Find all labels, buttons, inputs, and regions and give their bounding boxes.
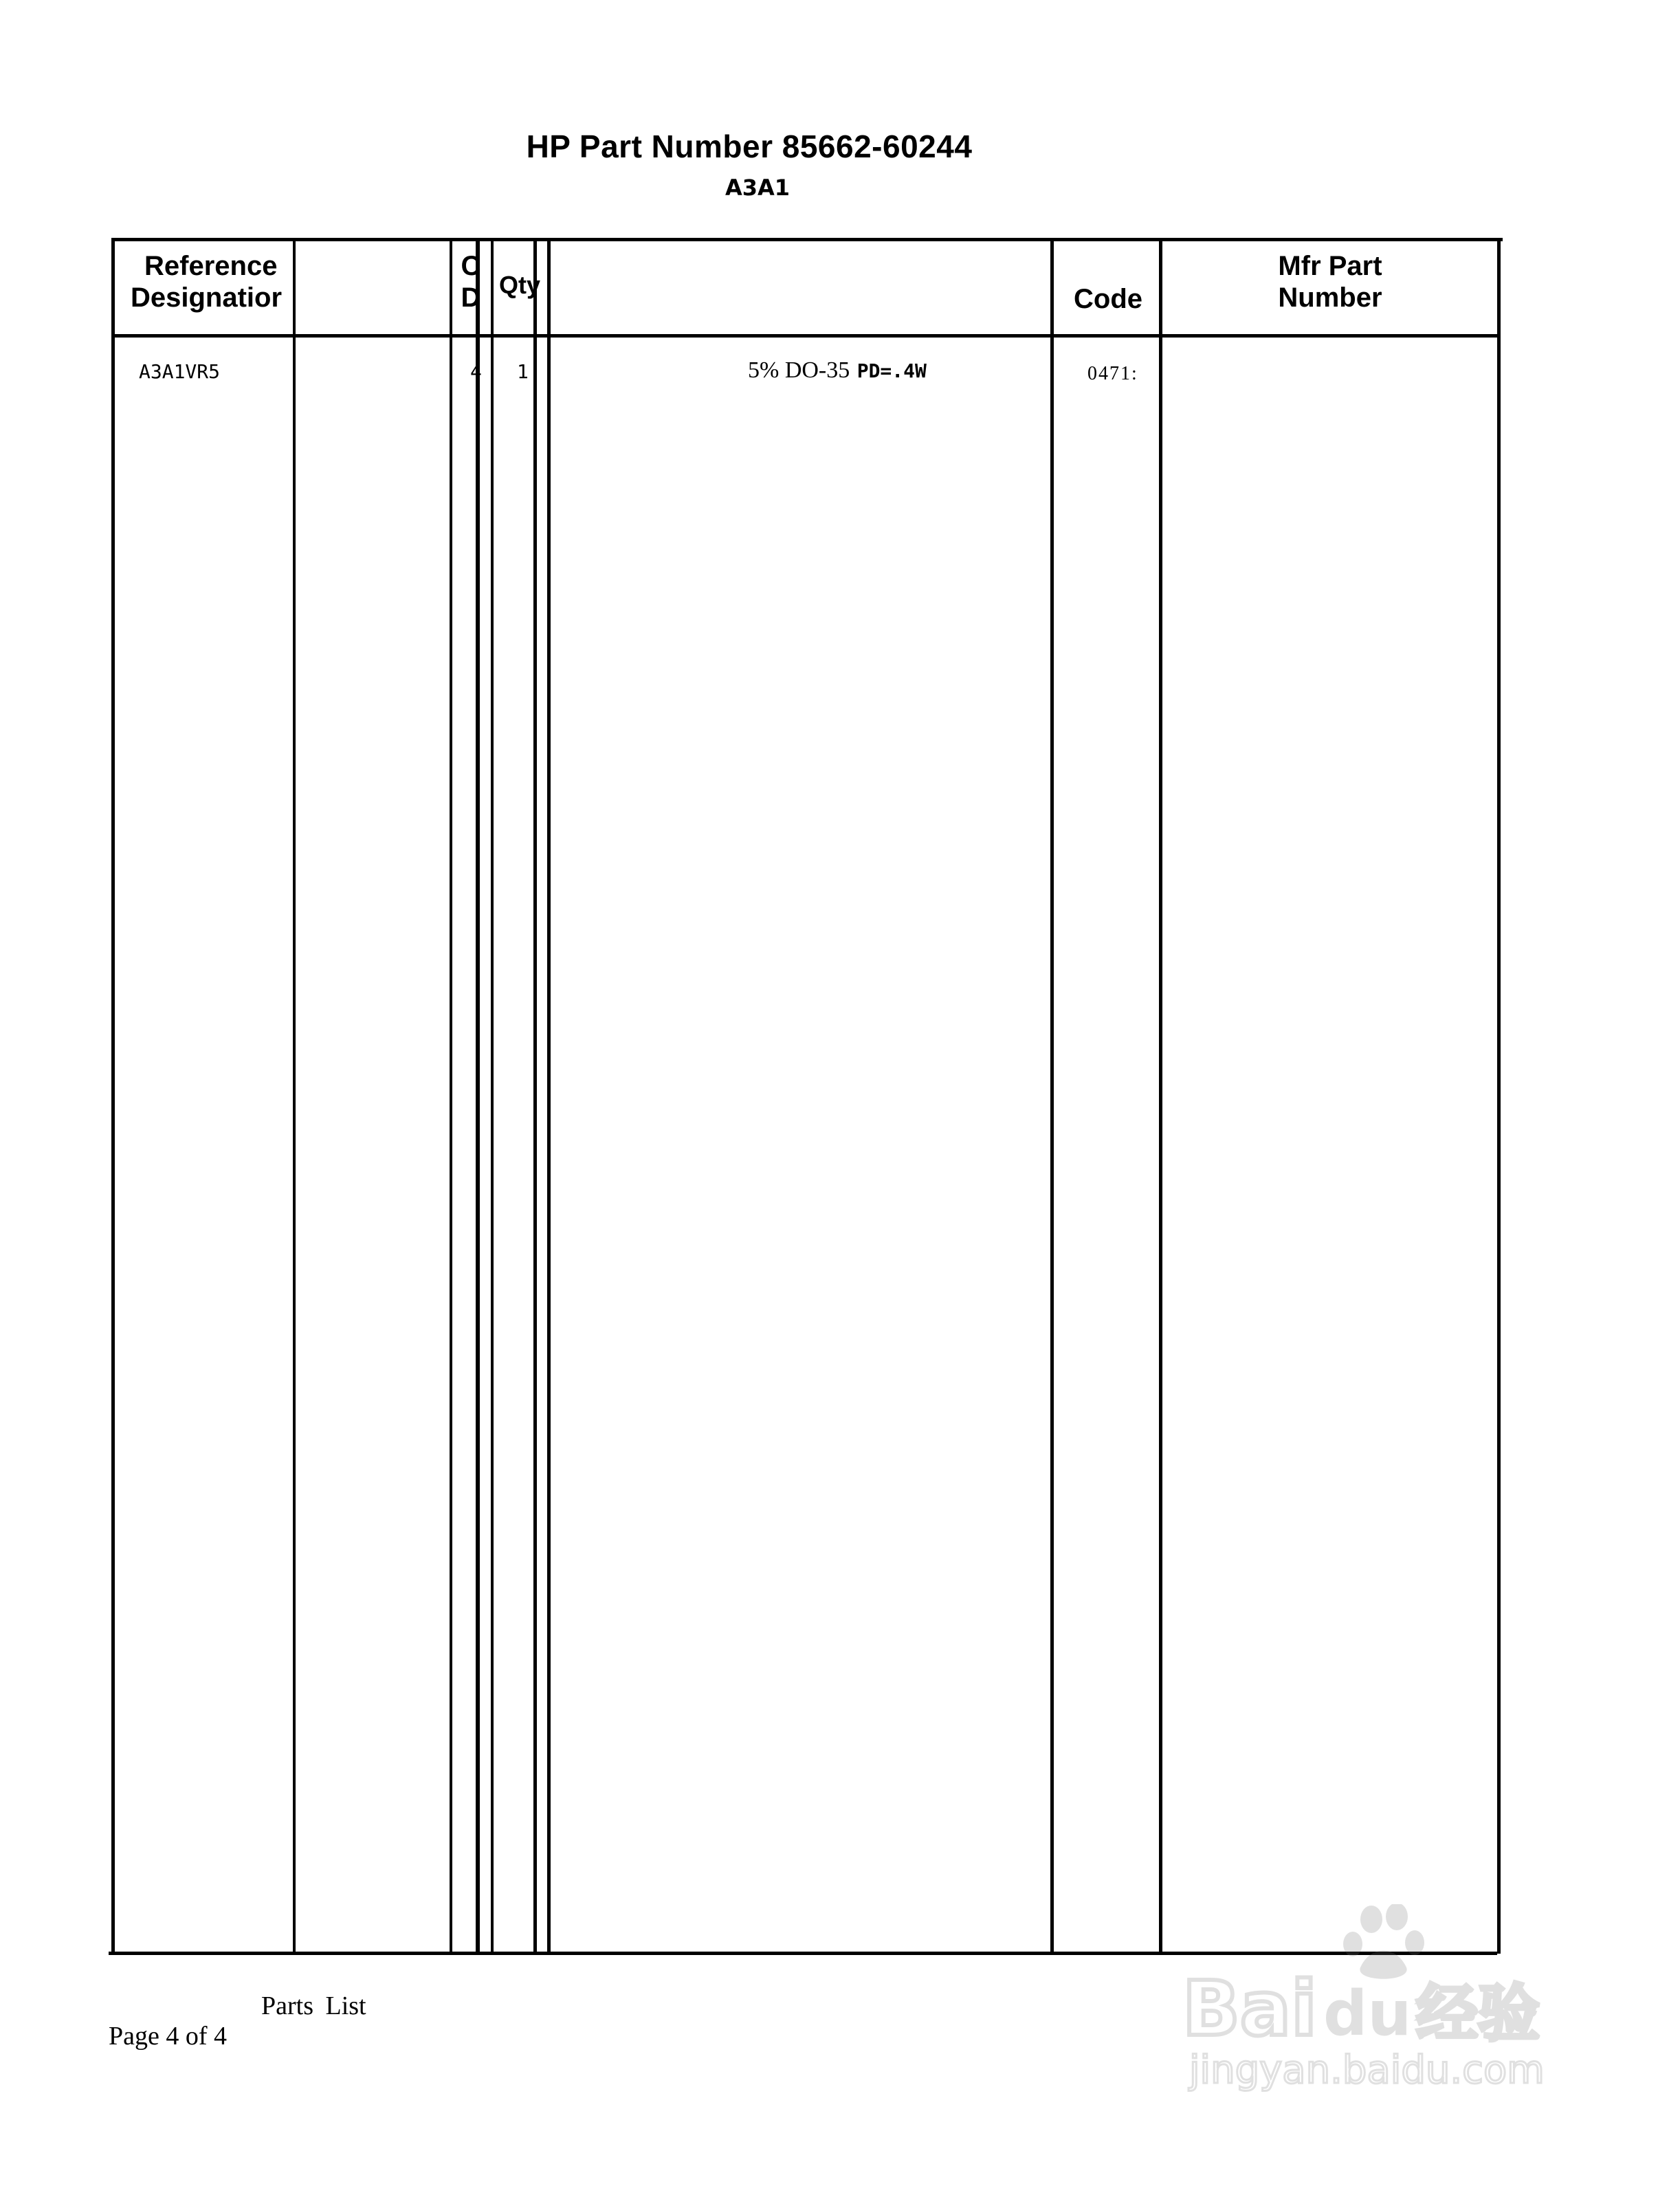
baidu-watermark-logo xyxy=(1175,1904,1588,2097)
header-cd-line1: C xyxy=(461,251,481,281)
col-divider-8 xyxy=(1159,238,1162,1954)
header-qty: Qty xyxy=(499,271,541,299)
header-mfr-part-number xyxy=(1237,250,1423,313)
footer-section-label: Parts List xyxy=(261,1991,366,2020)
assembly-id: A3A1 xyxy=(725,175,791,201)
description-mono-text: PD=.4W xyxy=(856,360,927,382)
col-divider-2 xyxy=(450,241,452,1954)
qty-cell: 1 xyxy=(517,360,529,383)
col-divider-7 xyxy=(1050,238,1054,1954)
right-border xyxy=(1497,238,1501,1954)
table-top-border xyxy=(113,238,1503,241)
footer-page-number: Page 4 of 4 xyxy=(109,2022,228,2051)
cd-cell: 4 xyxy=(470,360,482,383)
baidu-paw-logo-icon xyxy=(1175,1904,1588,2097)
header-mfr-line2: Number xyxy=(1278,283,1382,313)
header-code: Code xyxy=(1074,284,1142,314)
code-cell: 0471: xyxy=(1087,363,1138,384)
description-cell xyxy=(748,357,927,384)
svg-text:du: du xyxy=(1323,1978,1412,2050)
header-cd xyxy=(461,250,481,313)
col-divider-4 xyxy=(491,238,494,1954)
col-divider-5 xyxy=(533,238,537,1954)
col-divider-1 xyxy=(293,241,296,1954)
description-serif-text: 5% DO-35 xyxy=(748,357,850,383)
header-mfr-line1: Mfr Part xyxy=(1278,251,1382,281)
svg-text:经验: 经验 xyxy=(1416,1978,1540,2050)
header-reference-designator xyxy=(131,250,289,313)
header-reference-line1: Reference xyxy=(144,251,278,281)
header-cd-line2: D xyxy=(461,283,481,313)
header-reference-line2: Designatior xyxy=(131,283,283,313)
reference-designator-cell: A3A1VR5 xyxy=(139,360,221,383)
page-title: HP Part Number 85662-60244 xyxy=(526,129,973,164)
col-divider-6 xyxy=(547,238,551,1954)
svg-text:Bai: Bai xyxy=(1182,1965,1317,2053)
svg-text:jingyan.baidu.com: jingyan.baidu.com xyxy=(1189,2048,1545,2093)
col-divider-3 xyxy=(476,238,480,1954)
left-border xyxy=(111,238,115,1954)
header-bottom-border xyxy=(113,334,1500,338)
